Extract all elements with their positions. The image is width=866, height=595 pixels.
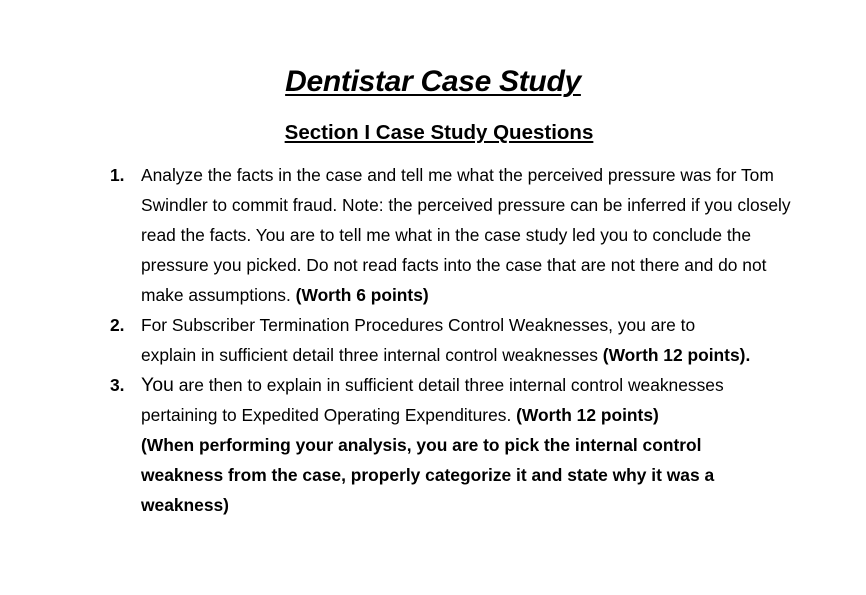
question-points: (Worth 12 points). — [602, 345, 751, 365]
question-body — [141, 310, 751, 370]
question-number: 1. — [110, 165, 125, 185]
question-item-2 — [110, 310, 810, 370]
question-body — [141, 160, 801, 310]
question-text: are then to explain in sufficient detail three internal control weaknesses pertaining to Expedited Operating Expenditures. — [141, 375, 724, 425]
question-lead-word: You — [141, 374, 174, 396]
question-text: Analyze the facts in the case and tell me what the perceived pressure was for Tom Swindler to commit fraud. Note: the perceived pressure can be inferred if you closely read the facts. You are to tell me what in the case study led you to conclude the pressure you picked. Do not read facts into the case that are not there and do not make assumptions. — [141, 165, 791, 305]
question-list — [110, 160, 810, 520]
question-points: (Worth 12 points) — [516, 405, 659, 425]
section-heading: Section I Case Study Questions — [284, 121, 594, 144]
question-text: For Subscriber Termination Procedures Control Weaknesses, you are to explain in sufficient detail three internal control weaknesses — [141, 315, 696, 365]
question-item-3 — [110, 370, 810, 520]
analysis-note: (When performing your analysis, you are to pick the internal control weakness from the case, properly categorize it and state why it was a weakness) — [141, 435, 715, 515]
question-number: 3. — [110, 375, 125, 395]
question-number: 2. — [110, 315, 125, 335]
question-points: (Worth 6 points) — [295, 285, 429, 305]
question-body — [141, 370, 761, 430]
document-title: Dentistar Case Study — [285, 65, 581, 98]
question-item-1 — [110, 160, 810, 310]
